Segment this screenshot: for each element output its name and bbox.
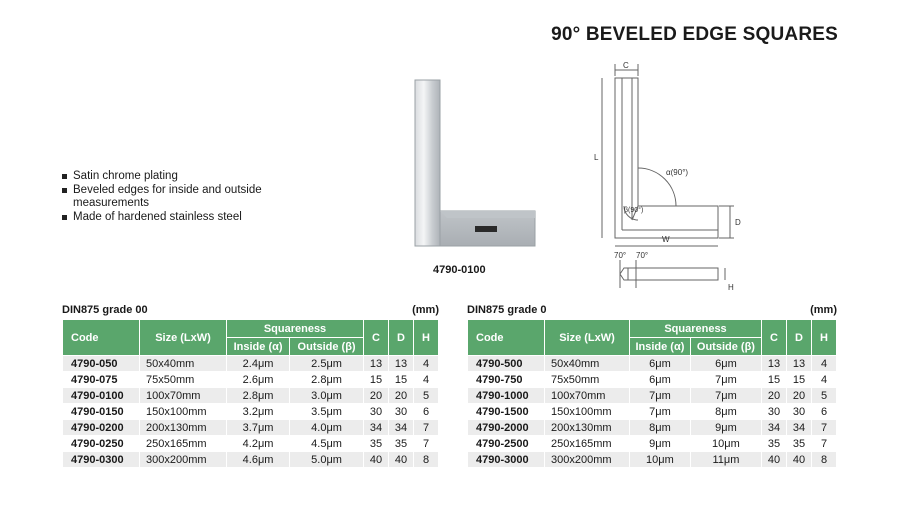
cell-code: 4790-2500	[468, 436, 545, 452]
cell-h: 6	[812, 404, 837, 420]
cell-size: 100x70mm	[140, 388, 227, 404]
unit-label: (mm)	[810, 304, 837, 316]
cell-h: 4	[414, 356, 439, 372]
cell-code: 4790-050	[63, 356, 140, 372]
cell-size: 200x130mm	[545, 420, 630, 436]
cell-d: 30	[787, 404, 812, 420]
table-row	[468, 420, 837, 436]
cell-size: 100x70mm	[545, 388, 630, 404]
cell-size: 250x165mm	[140, 436, 227, 452]
cell-d: 13	[787, 356, 812, 372]
cell-inside: 4.2μm	[227, 436, 290, 452]
cell-code: 4790-0300	[63, 452, 140, 468]
cell-code: 4790-3000	[468, 452, 545, 468]
angle-left-label: 70°	[614, 251, 627, 260]
cell-inside: 6μm	[630, 372, 691, 388]
cell-size: 150x100mm	[140, 404, 227, 420]
cell-inside: 4.6μm	[227, 452, 290, 468]
cell-outside: 3.5μm	[290, 404, 364, 420]
cell-inside: 7μm	[630, 404, 691, 420]
cell-outside: 6μm	[690, 356, 761, 372]
cell-d: 35	[389, 436, 414, 452]
cell-size: 300x200mm	[545, 452, 630, 468]
col-d: D	[389, 320, 414, 356]
cell-size: 150x100mm	[545, 404, 630, 420]
cell-c: 20	[364, 388, 389, 404]
cell-code: 4790-500	[468, 356, 545, 372]
cell-c: 13	[762, 356, 787, 372]
col-size: Size (LxW)	[140, 320, 227, 356]
cell-d: 34	[787, 420, 812, 436]
cell-size: 200x130mm	[140, 420, 227, 436]
cell-outside: 8μm	[690, 404, 761, 420]
cell-code: 4790-0150	[63, 404, 140, 420]
cell-code: 4790-075	[63, 372, 140, 388]
col-h: H	[414, 320, 439, 356]
table-row	[468, 356, 837, 372]
table-row	[63, 372, 439, 388]
feature-item: Made of hardened stainless steel	[62, 211, 272, 225]
photo-caption: 4790-0100	[433, 264, 486, 276]
cell-outside: 9μm	[690, 420, 761, 436]
cell-h: 8	[812, 452, 837, 468]
cell-h: 7	[414, 436, 439, 452]
col-code: Code	[63, 320, 140, 356]
table-grade-0	[467, 304, 837, 468]
cell-code: 4790-0100	[63, 388, 140, 404]
col-d: D	[787, 320, 812, 356]
cell-d: 20	[389, 388, 414, 404]
cell-size: 50x40mm	[545, 356, 630, 372]
cell-size: 50x40mm	[140, 356, 227, 372]
cell-d: 15	[389, 372, 414, 388]
cell-h: 4	[812, 356, 837, 372]
cell-inside: 3.7μm	[227, 420, 290, 436]
cell-h: 4	[812, 372, 837, 388]
grade-label: DIN875 grade 0	[467, 304, 547, 316]
cell-size: 75x50mm	[140, 372, 227, 388]
col-outside: Outside (β)	[290, 338, 364, 356]
cell-c: 30	[762, 404, 787, 420]
cell-code: 4790-0250	[63, 436, 140, 452]
cell-c: 30	[364, 404, 389, 420]
cell-d: 30	[389, 404, 414, 420]
dim-h-label: H	[728, 283, 734, 292]
cell-d: 35	[787, 436, 812, 452]
cell-inside: 9μm	[630, 436, 691, 452]
feature-item: Satin chrome plating	[62, 170, 272, 184]
cell-code: 4790-750	[468, 372, 545, 388]
col-squareness: Squareness	[630, 320, 762, 338]
cell-code: 4790-0200	[63, 420, 140, 436]
table-row	[63, 452, 439, 468]
unit-label: (mm)	[412, 304, 439, 316]
cell-outside: 4.5μm	[290, 436, 364, 452]
dim-c-label: C	[623, 61, 629, 70]
cell-c: 35	[762, 436, 787, 452]
cell-outside: 3.0μm	[290, 388, 364, 404]
col-inside: Inside (α)	[630, 338, 691, 356]
product-photo	[395, 78, 545, 258]
col-outside: Outside (β)	[690, 338, 761, 356]
cell-code: 4790-1500	[468, 404, 545, 420]
cell-inside: 10μm	[630, 452, 691, 468]
grade-label: DIN875 grade 00	[62, 304, 148, 316]
table-row	[63, 388, 439, 404]
table-row	[63, 436, 439, 452]
col-c: C	[762, 320, 787, 356]
table-row	[468, 372, 837, 388]
cell-h: 5	[414, 388, 439, 404]
cell-c: 15	[364, 372, 389, 388]
cell-d: 34	[389, 420, 414, 436]
cell-h: 6	[414, 404, 439, 420]
col-h: H	[812, 320, 837, 356]
cell-h: 7	[812, 420, 837, 436]
cell-h: 5	[812, 388, 837, 404]
cell-code: 4790-2000	[468, 420, 545, 436]
dim-l-label: L	[594, 153, 599, 162]
table-row	[63, 420, 439, 436]
table-row	[63, 404, 439, 420]
cell-size: 250x165mm	[545, 436, 630, 452]
cell-c: 20	[762, 388, 787, 404]
cell-c: 34	[364, 420, 389, 436]
cell-outside: 10μm	[690, 436, 761, 452]
page-title: 90° BEVELED EDGE SQUARES	[551, 24, 838, 45]
cell-outside: 7μm	[690, 388, 761, 404]
col-inside: Inside (α)	[227, 338, 290, 356]
cell-h: 8	[414, 452, 439, 468]
cell-inside: 3.2μm	[227, 404, 290, 420]
table-grade-00	[62, 304, 439, 468]
cell-inside: 7μm	[630, 388, 691, 404]
feature-item: Beveled edges for inside and outside measurements	[62, 184, 272, 211]
cell-h: 4	[414, 372, 439, 388]
spec-table	[62, 319, 439, 468]
dim-d-label: D	[735, 218, 741, 227]
cell-inside: 6μm	[630, 356, 691, 372]
cell-c: 34	[762, 420, 787, 436]
dim-w-label: W	[662, 235, 670, 244]
cell-c: 13	[364, 356, 389, 372]
cell-size: 300x200mm	[140, 452, 227, 468]
cell-d: 13	[389, 356, 414, 372]
cell-d: 40	[787, 452, 812, 468]
col-squareness: Squareness	[227, 320, 364, 338]
col-size: Size (LxW)	[545, 320, 630, 356]
cell-d: 15	[787, 372, 812, 388]
cell-h: 7	[812, 436, 837, 452]
cell-outside: 5.0μm	[290, 452, 364, 468]
cell-outside: 2.5μm	[290, 356, 364, 372]
cell-outside: 11μm	[690, 452, 761, 468]
table-row	[63, 356, 439, 372]
cell-c: 40	[762, 452, 787, 468]
angle-right-label: 70°	[636, 251, 649, 260]
cell-h: 7	[414, 420, 439, 436]
cell-size: 75x50mm	[545, 372, 630, 388]
table-row	[468, 388, 837, 404]
cell-c: 40	[364, 452, 389, 468]
cell-inside: 2.8μm	[227, 388, 290, 404]
alpha-label: α(90°)	[666, 168, 689, 177]
cell-outside: 7μm	[690, 372, 761, 388]
cell-inside: 8μm	[630, 420, 691, 436]
col-c: C	[364, 320, 389, 356]
feature-list	[62, 170, 272, 224]
cell-c: 35	[364, 436, 389, 452]
cell-outside: 2.8μm	[290, 372, 364, 388]
technical-drawing	[580, 60, 755, 300]
cell-outside: 4.0μm	[290, 420, 364, 436]
cell-code: 4790-1000	[468, 388, 545, 404]
spec-table	[467, 319, 837, 468]
brand-label	[475, 226, 497, 232]
table-row	[468, 436, 837, 452]
cell-d: 40	[389, 452, 414, 468]
col-code: Code	[468, 320, 545, 356]
cell-c: 15	[762, 372, 787, 388]
cell-d: 20	[787, 388, 812, 404]
table-row	[468, 404, 837, 420]
beta-label: β(90°)	[624, 207, 644, 214]
table-row	[468, 452, 837, 468]
cell-inside: 2.6μm	[227, 372, 290, 388]
cell-inside: 2.4μm	[227, 356, 290, 372]
